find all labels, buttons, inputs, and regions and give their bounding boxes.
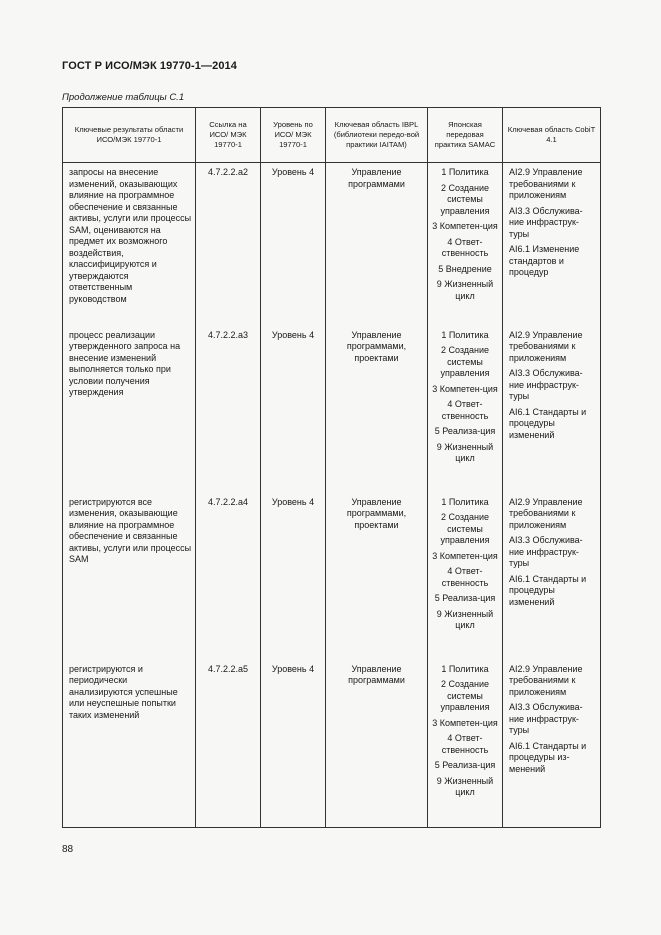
samac-item: 9 Жизненный цикл [436, 441, 494, 463]
samac-item: 5 Реализа-ция [434, 426, 496, 436]
column-header-level: Уровень по ИСО/ МЭК 19770-1 [261, 108, 326, 163]
table-row [63, 163, 601, 322]
samac-item: 4 Ответ-ственность [441, 399, 489, 421]
cell-result: регистрируются и периодически анализируются успешные или неуспешные попытки таких изменений [63, 656, 196, 828]
column-header-reference: Ссылка на ИСО/ МЭК 19770-1 [196, 108, 261, 163]
cell-cobit [503, 322, 601, 489]
samac-item: 2 Создание системы управления [440, 512, 490, 545]
cell-samac [428, 489, 503, 656]
samac-item: 2 Создание системы управления [440, 345, 490, 378]
cell-level: Уровень 4 [261, 489, 326, 656]
samac-item: 1 Политика [441, 663, 489, 674]
samac-item: 4 Ответ-ственность [441, 733, 489, 755]
column-header-results: Ключевые результаты области ИСО/МЭК 19770-1 [63, 108, 196, 163]
cell-reference: 4.7.2.2.a2 [196, 163, 261, 322]
cell-reference: 4.7.2.2.a3 [196, 322, 261, 489]
samac-item: 3 Компетен-ция [432, 221, 498, 231]
table-row [63, 322, 601, 489]
samac-item: 1 Политика [441, 496, 489, 507]
cell-level: Уровень 4 [261, 656, 326, 828]
table-header-row [63, 108, 601, 163]
cell-result: процесс реализации утвержденного запроса на внесение изменений выполняется только при условии получения утверждения [63, 322, 196, 489]
cell-result: запросы на внесение изменений, оказывающих влияние на программное обеспечение и связанные активы, услуги или процессы SAM, оцениваются на предмет их возможного воздействия, классифицируются и утверждаются ответственным руководством [63, 163, 196, 322]
samac-item: 4 Ответ-ственность [441, 236, 489, 258]
cell-reference: 4.7.2.2.a5 [196, 656, 261, 828]
cobit-item: AI6.1 Стандарты и процедуры изменений [509, 573, 587, 607]
samac-item: 5 Внедрение [438, 263, 492, 274]
cell-ibpl: Управление программами [326, 163, 428, 322]
table-row [63, 656, 601, 828]
cobit-item: AI3.3 Обслужива-ние инфраструк-туры [509, 702, 583, 735]
cobit-item: AI2.9 Управление требованиями к приложениям [509, 496, 583, 530]
samac-item: 3 Компетен-ция [432, 717, 498, 728]
cobit-item: AI2.9 Управление требованиями к приложениям [509, 167, 583, 200]
samac-item: 1 Политика [441, 329, 489, 340]
cobit-item: AI2.9 Управление требованиями к приложениям [509, 663, 583, 697]
samac-item: 3 Компетен-ция [432, 383, 498, 394]
page-number: 88 [62, 844, 74, 855]
cobit-item: AI6.1 Стандарты и процедуры из-менений [509, 740, 587, 774]
table-row [63, 489, 601, 656]
document-title: ГОСТ Р ИСО/МЭК 19770-1—2014 [62, 60, 237, 72]
cell-reference: 4.7.2.2.a4 [196, 489, 261, 656]
samac-item: 5 Реализа-ция [434, 760, 496, 770]
cell-ibpl: Управление программами, проектами [326, 489, 428, 656]
samac-item: 4 Ответ-ственность [441, 566, 489, 588]
cell-result: регистрируются все изменения, оказывающие влияние на программное обеспечение и связанные активы, услуги или процессы SAM [63, 489, 196, 656]
cobit-item: AI3.3 Обслужива-ние инфраструк-туры [509, 368, 583, 401]
column-header-ibpl: Ключевая область IBPL (библиотеки передо-вой практики IAITAM) [326, 108, 428, 163]
cell-cobit [503, 489, 601, 656]
samac-item: 3 Компетен-ция [432, 550, 498, 561]
cell-level: Уровень 4 [261, 163, 326, 322]
cobit-item: AI6.1 Стандарты и процедуры изменений [509, 406, 587, 440]
cell-samac [428, 322, 503, 489]
cobit-item: AI2.9 Управление требованиями к приложениям [509, 329, 583, 363]
cell-level: Уровень 4 [261, 322, 326, 489]
column-header-samac: Японская передовая практика SAMAC [428, 108, 503, 163]
samac-item: 2 Создание системы управления [440, 182, 490, 216]
cell-samac [428, 163, 503, 322]
cell-cobit [503, 163, 601, 322]
comparison-table [62, 107, 601, 828]
samac-item: 5 Реализа-ция [434, 593, 496, 603]
samac-item: 9 Жизненный цикл [436, 608, 494, 630]
cobit-item: AI3.3 Обслужива-ние инфраструк-туры [509, 535, 583, 568]
cell-samac [428, 656, 503, 828]
samac-item: 9 Жизненный цикл [436, 279, 494, 301]
cell-cobit [503, 656, 601, 828]
cell-ibpl: Управление программами [326, 656, 428, 828]
cobit-item: AI6.1 Изменение стандартов и процедур [509, 244, 580, 277]
samac-item: 9 Жизненный цикл [436, 775, 494, 797]
samac-item: 1 Политика [441, 167, 489, 177]
cell-ibpl: Управление программами, проектами [326, 322, 428, 489]
column-header-cobit: Ключевая область CobiT 4.1 [503, 108, 601, 163]
cobit-item: AI3.3 Обслужива-ние инфраструк-туры [509, 205, 583, 239]
table-caption: Продолжение таблицы С.1 [62, 92, 185, 103]
samac-item: 2 Создание системы управления [440, 679, 490, 712]
